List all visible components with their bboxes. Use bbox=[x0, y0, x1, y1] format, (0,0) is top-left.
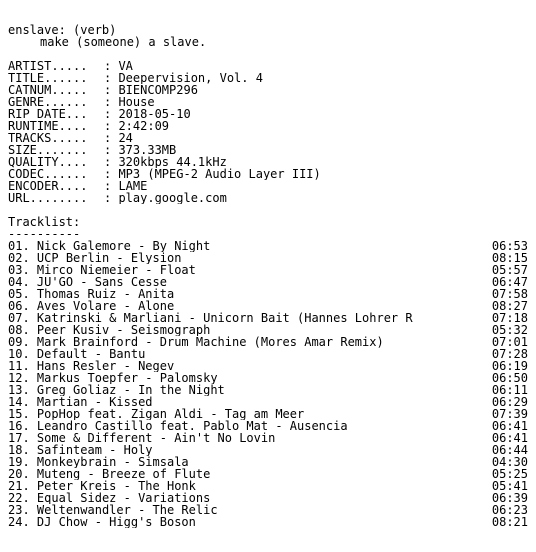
info-value: 320kbps 44.1kHz bbox=[118, 156, 227, 168]
track-entry bbox=[8, 360, 480, 372]
track-title: Markus Toepfer - Palomsky bbox=[36, 372, 218, 384]
track-title: Mark Brainford - Drum Machine (Mores Amar Remix) bbox=[36, 336, 384, 348]
info-separator: : bbox=[104, 84, 119, 96]
track-duration: 07:39 bbox=[491, 407, 528, 421]
track-number: 20. bbox=[8, 468, 30, 480]
track-number: 07. bbox=[8, 312, 30, 324]
track-duration: 06:53 bbox=[491, 239, 528, 253]
track-entry bbox=[8, 348, 480, 360]
track-duration: 06:41 bbox=[491, 431, 528, 445]
info-key: TITLE...... bbox=[8, 72, 88, 84]
track-title: Safinteam - Holy bbox=[36, 444, 153, 456]
track-duration: 06:41 bbox=[491, 419, 528, 433]
info-separator: : bbox=[104, 108, 119, 120]
track-duration: 05:41 bbox=[491, 479, 528, 493]
info-separator: : bbox=[104, 156, 119, 168]
track-number: 09. bbox=[8, 336, 30, 348]
track-number: 05. bbox=[8, 288, 30, 300]
track-number: 02. bbox=[8, 252, 30, 264]
info-row bbox=[8, 72, 528, 84]
tracklist-underline: ---------- bbox=[8, 228, 81, 240]
track-entry bbox=[8, 480, 480, 492]
track-title: Some & Different - Ain't No Lovin bbox=[36, 432, 276, 444]
info-row bbox=[8, 60, 528, 72]
track-entry bbox=[8, 420, 480, 432]
info-value: 2:42:09 bbox=[118, 120, 170, 132]
info-separator: : bbox=[104, 180, 119, 192]
info-value: LAME bbox=[118, 180, 148, 192]
track-entry bbox=[8, 504, 480, 516]
track-entry bbox=[8, 492, 480, 504]
info-separator: : bbox=[104, 132, 119, 144]
track-number: 13. bbox=[8, 384, 30, 396]
track-row bbox=[8, 300, 528, 312]
track-entry bbox=[8, 276, 480, 288]
track-row bbox=[8, 312, 528, 324]
track-number: 19. bbox=[8, 456, 30, 468]
info-value: play.google.com bbox=[118, 192, 227, 204]
info-value: 2018-05-10 bbox=[118, 108, 191, 120]
track-entry bbox=[8, 336, 480, 348]
info-key: TRACKS..... bbox=[8, 132, 88, 144]
track-duration: 06:29 bbox=[491, 395, 528, 409]
info-key: CODEC...... bbox=[8, 168, 88, 180]
track-duration: 06:23 bbox=[491, 503, 528, 517]
track-duration: 07:18 bbox=[491, 311, 528, 325]
track-entry bbox=[8, 444, 480, 456]
track-duration: 08:21 bbox=[491, 515, 528, 529]
track-duration: 05:25 bbox=[491, 467, 528, 481]
info-key: CATNUM..... bbox=[8, 84, 88, 96]
info-key: RUNTIME.... bbox=[8, 120, 88, 132]
track-duration: 04:30 bbox=[491, 455, 528, 469]
track-title: Peer Kusiv - Seismograph bbox=[36, 324, 211, 336]
track-title: Mirco Niemeier - Float bbox=[36, 264, 196, 276]
track-duration: 07:01 bbox=[491, 335, 528, 349]
track-entry bbox=[8, 396, 480, 408]
info-key: RIP DATE... bbox=[8, 108, 88, 120]
info-separator: : bbox=[104, 192, 119, 204]
info-separator: : bbox=[104, 168, 119, 180]
track-row bbox=[8, 396, 528, 408]
track-row bbox=[8, 420, 528, 432]
track-row bbox=[8, 252, 528, 264]
track-title: Aves Volare - Alone bbox=[36, 300, 175, 312]
info-row bbox=[8, 168, 528, 180]
track-number: 11. bbox=[8, 360, 30, 372]
info-row bbox=[8, 132, 528, 144]
track-title: PopHop feat. Zigan Aldi - Tag am Meer bbox=[36, 408, 305, 420]
track-entry bbox=[8, 516, 480, 528]
info-key: ENCODER.... bbox=[8, 180, 88, 192]
track-row bbox=[8, 444, 528, 456]
info-key: URL........ bbox=[8, 192, 88, 204]
info-value: House bbox=[118, 96, 155, 108]
track-title: Hans Resler - Negev bbox=[36, 360, 175, 372]
spacer bbox=[8, 48, 528, 60]
track-title: Equal Sidez - Variations bbox=[36, 492, 211, 504]
track-row bbox=[8, 480, 528, 492]
track-title: Katrinski & Marliani - Unicorn Bait (Hannes Lohrer R bbox=[36, 312, 413, 324]
info-row bbox=[8, 156, 528, 168]
info-value: Deepervision, Vol. 4 bbox=[118, 72, 263, 84]
track-row bbox=[8, 276, 528, 288]
info-separator: : bbox=[104, 144, 119, 156]
track-entry bbox=[8, 288, 480, 300]
track-row bbox=[8, 468, 528, 480]
track-entry bbox=[8, 384, 480, 396]
track-row bbox=[8, 408, 528, 420]
track-row bbox=[8, 264, 528, 276]
track-entry bbox=[8, 264, 480, 276]
track-title: Greg Goliaz - In the Night bbox=[36, 384, 225, 396]
track-number: 22. bbox=[8, 492, 30, 504]
track-row bbox=[8, 384, 528, 396]
info-row bbox=[8, 192, 528, 204]
track-row bbox=[8, 336, 528, 348]
info-value: VA bbox=[118, 60, 133, 72]
info-value: BIENCOMP296 bbox=[118, 84, 198, 96]
track-row bbox=[8, 372, 528, 384]
track-entry bbox=[8, 432, 480, 444]
info-value: 373.33MB bbox=[118, 144, 177, 156]
track-number: 24. bbox=[8, 516, 30, 528]
info-row bbox=[8, 84, 528, 96]
track-row bbox=[8, 360, 528, 372]
track-title: Weltenwandler - The Relic bbox=[36, 504, 218, 516]
spacer bbox=[8, 204, 528, 216]
info-key: ARTIST..... bbox=[8, 60, 88, 72]
track-row bbox=[8, 492, 528, 504]
track-number: 10. bbox=[8, 348, 30, 360]
track-number: 14. bbox=[8, 396, 30, 408]
tracklist bbox=[8, 240, 528, 528]
track-number: 17. bbox=[8, 432, 30, 444]
track-title: Nick Galemore - By Night bbox=[36, 240, 211, 252]
track-number: 12. bbox=[8, 372, 30, 384]
track-number: 18. bbox=[8, 444, 30, 456]
track-number: 01. bbox=[8, 240, 30, 252]
info-row bbox=[8, 96, 528, 108]
track-row bbox=[8, 240, 528, 252]
info-separator: : bbox=[104, 72, 119, 84]
info-value: MP3 (MPEG-2 Audio Layer III) bbox=[118, 168, 321, 180]
track-title: UCP Berlin - Elysion bbox=[36, 252, 182, 264]
track-title: Leandro Castillo feat. Pablo Mat - Ausencia bbox=[36, 420, 348, 432]
info-value: 24 bbox=[118, 132, 133, 144]
info-row bbox=[8, 108, 528, 120]
track-title: Peter Kreis - The Honk bbox=[36, 480, 196, 492]
track-row bbox=[8, 432, 528, 444]
info-row bbox=[8, 180, 528, 192]
track-row bbox=[8, 504, 528, 516]
track-number: 03. bbox=[8, 264, 30, 276]
info-row bbox=[8, 144, 528, 156]
track-duration: 06:11 bbox=[491, 383, 528, 397]
definition-word: enslave: (verb) bbox=[8, 24, 117, 36]
track-number: 23. bbox=[8, 504, 30, 516]
track-number: 21. bbox=[8, 480, 30, 492]
track-title: Monkeybrain - Simsala bbox=[36, 456, 189, 468]
track-duration: 07:28 bbox=[491, 347, 528, 361]
track-entry bbox=[8, 372, 480, 384]
info-separator: : bbox=[104, 60, 119, 72]
track-entry bbox=[8, 252, 480, 264]
track-number: 16. bbox=[8, 420, 30, 432]
info-separator: : bbox=[104, 120, 119, 132]
track-duration: 06:39 bbox=[491, 491, 528, 505]
track-entry bbox=[8, 300, 480, 312]
track-title: DJ Chow - Higg's Boson bbox=[36, 516, 196, 528]
track-row bbox=[8, 456, 528, 468]
track-duration: 08:15 bbox=[491, 251, 528, 265]
track-entry bbox=[8, 312, 480, 324]
track-row bbox=[8, 324, 528, 336]
tracklist-heading: Tracklist: bbox=[8, 216, 81, 228]
track-title: JU'GO - Sans Cesse bbox=[36, 276, 167, 288]
nfo-document bbox=[8, 24, 528, 528]
track-title: Thomas Ruiz - Anita bbox=[36, 288, 175, 300]
info-key: SIZE....... bbox=[8, 144, 88, 156]
info-row bbox=[8, 120, 528, 132]
track-entry bbox=[8, 468, 480, 480]
track-entry bbox=[8, 456, 480, 468]
info-key: GENRE...... bbox=[8, 96, 88, 108]
release-info bbox=[8, 60, 528, 204]
track-row bbox=[8, 516, 528, 528]
track-duration: 08:27 bbox=[491, 299, 528, 313]
track-number: 04. bbox=[8, 276, 30, 288]
track-entry bbox=[8, 408, 480, 420]
track-title: Muteng - Breeze of Flute bbox=[36, 468, 211, 480]
track-duration: 06:50 bbox=[491, 371, 528, 385]
track-duration: 06:47 bbox=[491, 275, 528, 289]
track-number: 06. bbox=[8, 300, 30, 312]
track-duration: 05:57 bbox=[491, 263, 528, 277]
track-entry bbox=[8, 240, 480, 252]
track-title: Martian - Kissed bbox=[36, 396, 153, 408]
track-duration: 05:32 bbox=[491, 323, 528, 337]
track-number: 08. bbox=[8, 324, 30, 336]
info-separator: : bbox=[104, 96, 119, 108]
track-entry bbox=[8, 324, 480, 336]
track-duration: 06:19 bbox=[491, 359, 528, 373]
track-duration: 06:44 bbox=[491, 443, 528, 457]
track-title: Default - Bantu bbox=[36, 348, 146, 360]
info-key: QUALITY.... bbox=[8, 156, 88, 168]
track-duration: 07:58 bbox=[491, 287, 528, 301]
definition-meaning: make (someone) a slave. bbox=[40, 36, 207, 48]
track-row bbox=[8, 288, 528, 300]
track-row bbox=[8, 348, 528, 360]
track-number: 15. bbox=[8, 408, 30, 420]
